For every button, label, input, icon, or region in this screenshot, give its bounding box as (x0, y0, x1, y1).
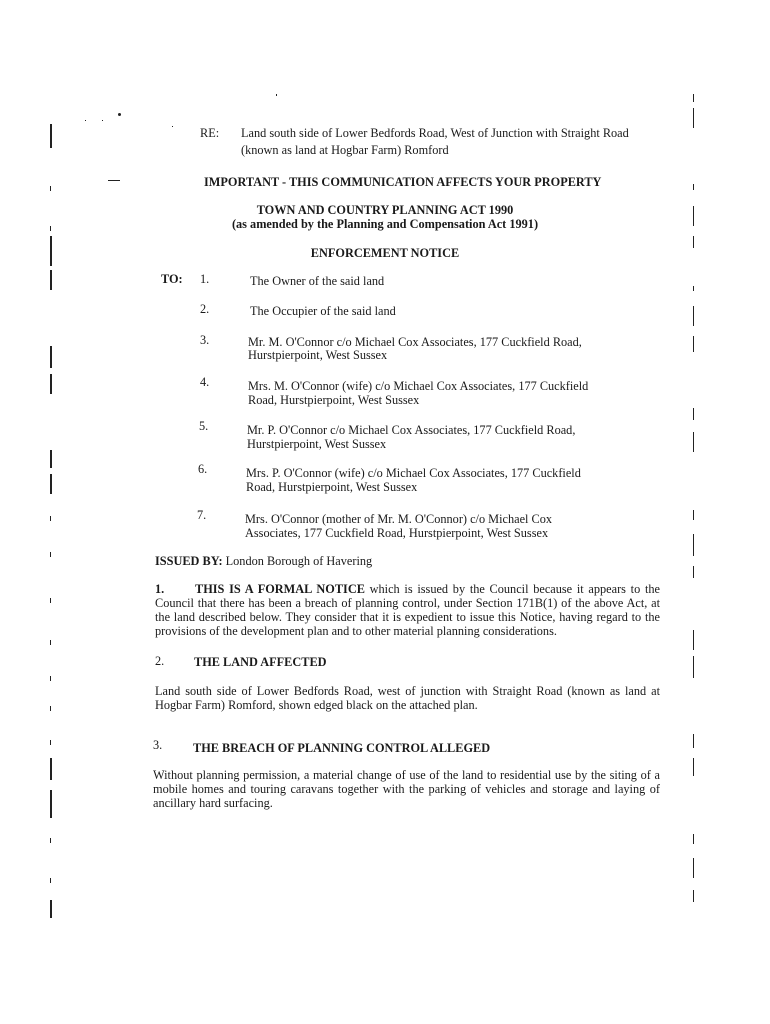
section-3-heading: THE BREACH OF PLANNING CONTROL ALLEGED (193, 741, 491, 755)
recipient-line-2: Hurstpierpoint, West Sussex (247, 437, 387, 451)
to-label: TO: (161, 272, 183, 286)
recipient-line-1: Mrs. O'Connor (mother of Mr. M. O'Connor) c/o Michael Cox (245, 512, 553, 526)
section-1-heading: THIS IS A FORMAL NOTICE (195, 582, 365, 596)
recipient-line-1: Mr. M. O'Connor c/o Michael Cox Associates, 177 Cuckfield Road, (248, 335, 582, 349)
re-line-2: (known as land at Hogbar Farm) Romford (241, 143, 449, 157)
recipient-number: 6. (198, 462, 208, 476)
issued-by-label: ISSUED BY: (155, 554, 223, 568)
section-3-number: 3. (153, 738, 163, 752)
section-1-text: which is issued by the Council because it appears to the Council that there has been a breach of planning control, under Section 171B(1) of the above Act, at the land described below. They consider that it is expedient to issue this Notice, having regard to the provisions of the development plan and to other material planning considerations. (155, 582, 660, 638)
recipient-number: 5. (199, 419, 209, 433)
important-notice-heading: IMPORTANT - THIS COMMUNICATION AFFECTS YOUR PROPERTY (204, 175, 602, 189)
section-2-heading: THE LAND AFFECTED (194, 655, 327, 669)
section-1-number: 1. (155, 582, 165, 596)
re-line-1: Land south side of Lower Bedfords Road, West of Junction with Straight Road (241, 126, 629, 140)
section-2-number: 2. (155, 654, 165, 668)
recipient-line-1: Mrs. P. O'Connor (wife) c/o Michael Cox Associates, 177 Cuckfield (246, 466, 581, 480)
document-title: ENFORCEMENT NOTICE (310, 246, 460, 260)
recipient-line-1: The Owner of the said land (250, 274, 385, 288)
act-amendment: (as amended by the Planning and Compensation Act 1991) (231, 217, 539, 231)
issued-by (155, 554, 372, 568)
recipient-number: 3. (200, 333, 210, 347)
recipient-line-2: Road, Hurstpierpoint, West Sussex (246, 480, 418, 494)
recipient-line-2: Hurstpierpoint, West Sussex (248, 348, 388, 362)
issued-by-value: London Borough of Havering (225, 554, 373, 568)
recipient-number: 2. (200, 302, 210, 316)
section-2-text: Land south side of Lower Bedfords Road, west of junction with Straight Road (known as land at Hogbar Farm) Romford, shown edged black on the attached plan. (155, 684, 660, 712)
recipient-line-1: The Occupier of the said land (250, 304, 396, 318)
re-label: RE: (200, 126, 220, 140)
recipient-line-1: Mrs. M. O'Connor (wife) c/o Michael Cox Associates, 177 Cuckfield (248, 379, 589, 393)
act-title: TOWN AND COUNTRY PLANNING ACT 1990 (256, 203, 514, 217)
section-3-text: Without planning permission, a material change of use of the land to residential use by the siting of a mobile homes and touring caravans together with the parking of vehicles and storage and laying of ancillary hard surfacing. (153, 768, 660, 810)
recipient-line-1: Mr. P. O'Connor c/o Michael Cox Associates, 177 Cuckfield Road, (247, 423, 576, 437)
section-1-paragraph (155, 582, 660, 638)
recipient-number: 7. (197, 508, 207, 522)
recipient-number: 1. (200, 272, 210, 286)
recipient-line-2: Road, Hurstpierpoint, West Sussex (248, 393, 420, 407)
recipient-number: 4. (200, 375, 210, 389)
recipient-line-2: Associates, 177 Cuckfield Road, Hurstpierpoint, West Sussex (245, 526, 549, 540)
